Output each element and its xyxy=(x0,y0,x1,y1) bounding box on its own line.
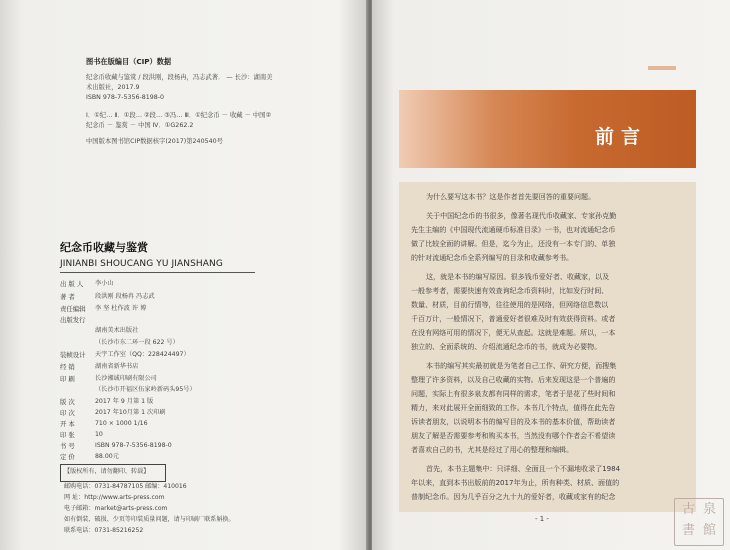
pub-label: 开 本 xyxy=(60,420,75,428)
pub-label: 经 销 xyxy=(60,363,75,371)
seal-char: 書 xyxy=(681,523,695,538)
contact-line: 邮购电话：0731-84787105 邮编：410016 xyxy=(64,483,187,490)
pub-label: 装帧设计 xyxy=(60,351,86,359)
pub-label: 著 者 xyxy=(60,293,75,301)
cip-title: 图书在版编目（CIP）数据 xyxy=(86,57,172,66)
page-number: - 1 - xyxy=(535,515,549,523)
pub-value: 2017 年10月第 1 次印刷 xyxy=(95,409,166,416)
cip-line: 纪念币 － 鉴赏 － 中国 Ⅳ．①G262.2 xyxy=(86,122,194,129)
pub-value: 2017 年 9 月第 1 版 xyxy=(95,398,154,405)
pub-value: （长沙市东二环一段 622 号） xyxy=(95,339,179,346)
contact-line: 网 址：http://www.arts-press.com xyxy=(64,494,165,501)
preface-line: 朋友了解是否需要参考和购买本书，当然没有哪个作者会不希望读 xyxy=(411,431,616,440)
pub-value: 湖南美术出版社 xyxy=(95,327,139,334)
preface-line: 关于中国纪念币的书很多，像著名现代币收藏家、专家孙克勤 xyxy=(426,211,617,220)
pub-value: 李小山 xyxy=(95,280,114,287)
pub-value: 710 × 1000 1/16 xyxy=(95,420,148,427)
seal-char: 館 xyxy=(702,523,716,538)
preface-line: 做了比较全面的讲解。但是，迄今为止，还没有一本专门的、单独 xyxy=(411,239,616,248)
divider xyxy=(60,272,255,273)
preface-line: 为什么要写这本书？这是作者首先要回答的重要问题。 xyxy=(426,192,596,201)
preface-title: 前言 xyxy=(595,126,648,148)
preface-line: 首先，本书主题集中：只详细、全面且一个不漏地收录了1984 xyxy=(426,464,621,473)
pub-value: ISBN 978-7-5356-8198-0 xyxy=(95,442,172,449)
cip-line: Ⅰ．①纪… Ⅱ．①段… ②段… ③冯… Ⅲ．①纪念币 － 收藏 － 中国② xyxy=(86,112,272,119)
decorative-bar xyxy=(648,66,676,70)
cip-line: ISBN 978-7-5356-8198-0 xyxy=(86,94,165,101)
cip-line: 中国版本图书馆CIP数据核字(2017)第240540号 xyxy=(86,138,223,145)
preface-line: 这，就是本书的编写原因。很多钱币爱好者、收藏家，以及 xyxy=(426,272,610,281)
seal-char: 古 xyxy=(681,502,695,517)
pub-value: 段洪刚 段杨冉 冯志武 xyxy=(95,293,155,300)
contact-line: 如有倒装、破损、少页等印装质量问题，请与印刷厂联系斛换。 xyxy=(64,516,235,523)
pub-label: 责任编辑 xyxy=(60,305,86,313)
book-title: 纪念币收藏与鉴赏 xyxy=(60,241,148,254)
preface-line: 的针对流通纪念币全系列编写的目录和收藏参考书。 xyxy=(411,253,574,262)
pub-label: 定 价 xyxy=(60,453,75,461)
preface-line: 一般参考者，需要快速有效查询纪念币资料时，比如发行时间、 xyxy=(411,286,609,295)
preface-line: 本书的编写其实最初就是为笔者自己工作、研究方便，而搜集 xyxy=(426,361,617,370)
preface-line: 诉读者朋友，以说明本书的编写目的及本书的基本价值，帮助读者 xyxy=(411,417,616,426)
pub-label: 版 次 xyxy=(60,398,75,406)
preface-banner xyxy=(399,90,696,168)
pub-label: 出版发行 xyxy=(60,316,86,324)
rights-notice: 【版权所有，请勿翻印、转载】 xyxy=(64,468,150,475)
pub-value: 10 xyxy=(95,431,103,438)
pub-value: 湖南省新华书店 xyxy=(95,363,139,370)
preface-line: 千百万计，一般情况下，普通爱好者很难及时有效获得资料。或者 xyxy=(411,314,616,323)
preface-line: 年以来，直到本书出版前的2017年为止，所有种类、材质、面值的 xyxy=(411,478,620,487)
pub-value: 88.00元 xyxy=(95,453,119,460)
preface-line: 问题，实际上有很多泉友都有同样的需求，笔者于是花了些时间和 xyxy=(411,389,616,398)
preface-line: 整理了许多资料，以及自己收藏的实物。后来发现这是一个普遍的 xyxy=(411,375,616,384)
pub-label: 书 号 xyxy=(60,442,75,450)
pub-value: 李 坚 杜作波 许 博 xyxy=(95,305,147,312)
book-pinyin: JINIANBI SHOUCANG YU JIANSHANG xyxy=(60,259,223,269)
pub-label: 印 次 xyxy=(60,409,75,417)
pub-value: 长沙湘诚印刷有限公司 xyxy=(95,375,157,382)
preface-line: 普制纪念币。因为几乎百分之九十九的爱好者，收藏或家有的纪念 xyxy=(411,492,616,501)
seal-char: 泉 xyxy=(702,502,716,517)
preface-line: 者喜欢自己的书，尤其是经过了用心的整理和编辑。 xyxy=(411,445,574,454)
pub-label: 出 版 人 xyxy=(60,280,84,288)
cip-line: 纪念币收藏与鉴赏 / 段洪刚，段杨冉，冯志武著． — 长沙：湖南美 xyxy=(86,74,273,81)
preface-line: 先生主编的《中国现代流通硬币标准目录》一书，也对流通纪念币 xyxy=(411,225,616,234)
pub-value: （长沙市开福区伍家岭新码头95号） xyxy=(95,386,196,393)
contact-line: 电子邮箱：market@arts-press.com xyxy=(64,505,168,512)
pub-label: 印 刷 xyxy=(60,375,75,383)
contact-line: 联系电话：0731-85216252 xyxy=(64,527,144,534)
preface-line: 在没有网络可用的情况下，便无从查起。这就是难题。所以，一本 xyxy=(411,328,616,337)
cip-line: 术出版社，2017.9 xyxy=(86,84,140,91)
preface-line: 独立的、全面系统的、介绍流通纪念币的书，就成为必要物。 xyxy=(411,342,602,351)
preface-line: 数量、材质，目前行情等，往往使用的是网络，但网络信息数以 xyxy=(411,300,609,309)
preface-line: 精力，来对此展开全面细致的工作。本书几个特点，值得在此先告 xyxy=(411,403,616,412)
pub-value: 天宇工作室（QQ：228424497） xyxy=(95,351,190,358)
library-seal xyxy=(674,498,724,546)
pub-label: 印 张 xyxy=(60,431,75,439)
